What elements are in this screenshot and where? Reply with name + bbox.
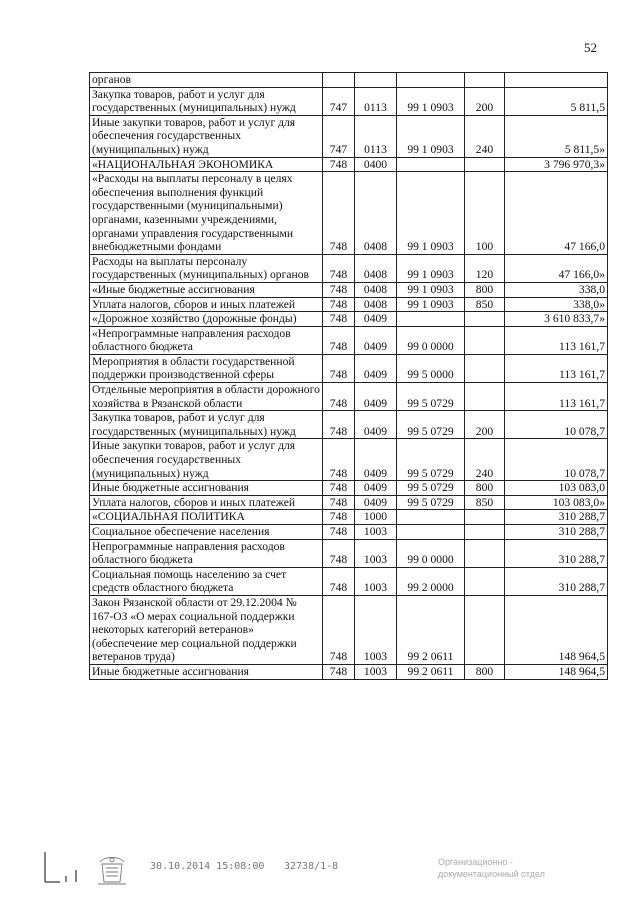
cell-expense-type: [465, 312, 505, 327]
cell-ministry-code: 748: [323, 567, 355, 595]
cell-ministry-code: 748: [323, 664, 355, 679]
cell-section-code: [355, 73, 397, 88]
footer-org-line1: Организационно -: [438, 857, 513, 867]
cell-ministry-code: 748: [323, 539, 355, 567]
cell-expense-type: [465, 539, 505, 567]
cell-ministry-code: 748: [323, 595, 355, 664]
cell-section-code: 0409: [355, 495, 397, 510]
cell-target-article: [397, 157, 465, 172]
cell-section-code: 0409: [355, 383, 397, 411]
cell-amount: 113 161,7: [505, 326, 608, 354]
cell-section-code: 0409: [355, 312, 397, 327]
cell-target-article: 99 2 0000: [397, 567, 465, 595]
cell-name: Социальная помощь населению за счет средств областного бюджета: [90, 567, 323, 595]
cell-amount: 103 083,0: [505, 481, 608, 496]
cell-target-article: 99 0 0000: [397, 539, 465, 567]
cell-target-article: 99 2 0611: [397, 664, 465, 679]
cell-target-article: 99 1 0903: [397, 297, 465, 312]
cell-name: Иные бюджетные ассигнования: [90, 664, 323, 679]
cell-section-code: 0409: [355, 411, 397, 439]
table-row: [90, 567, 608, 595]
cell-expense-type: [465, 510, 505, 525]
cell-name: Уплата налогов, сборов и иных платежей: [90, 495, 323, 510]
cell-ministry-code: 747: [323, 115, 355, 157]
table-row: [90, 157, 608, 172]
cell-amount: 148 964,5: [505, 595, 608, 664]
cell-ministry-code: 748: [323, 481, 355, 496]
cell-target-article: 99 1 0903: [397, 282, 465, 297]
cell-name: Социальное обеспечение населения: [90, 525, 323, 540]
cell-ministry-code: 748: [323, 525, 355, 540]
cell-target-article: 99 5 0729: [397, 481, 465, 496]
cell-expense-type: [465, 73, 505, 88]
cell-ministry-code: 748: [323, 157, 355, 172]
table-row: [90, 297, 608, 312]
cell-target-article: [397, 510, 465, 525]
table-row: [90, 172, 608, 255]
cell-amount: 338,0»: [505, 297, 608, 312]
table-row: [90, 254, 608, 282]
cell-target-article: [397, 525, 465, 540]
cell-expense-type: 850: [465, 495, 505, 510]
cell-amount: 3 610 833,7»: [505, 312, 608, 327]
table-row: [90, 411, 608, 439]
cell-ministry-code: 748: [323, 172, 355, 255]
cell-ministry-code: 748: [323, 312, 355, 327]
coat-of-arms-icon: [92, 854, 132, 888]
cell-section-code: 0408: [355, 297, 397, 312]
cell-expense-type: 800: [465, 282, 505, 297]
cell-target-article: 99 1 0903: [397, 115, 465, 157]
cell-ministry-code: 748: [323, 411, 355, 439]
table-row: [90, 383, 608, 411]
cell-target-article: 99 5 0729: [397, 383, 465, 411]
footer-org-stamp: [438, 856, 545, 880]
cell-expense-type: 200: [465, 87, 505, 115]
cell-name: Уплата налогов, сборов и иных платежей: [90, 297, 323, 312]
cell-target-article: 99 1 0903: [397, 87, 465, 115]
table-row: [90, 354, 608, 382]
table-row: [90, 326, 608, 354]
corner-mark-icon: [42, 852, 82, 886]
cell-target-article: 99 5 0000: [397, 354, 465, 382]
cell-section-code: 0409: [355, 439, 397, 481]
cell-target-article: 99 0 0000: [397, 326, 465, 354]
table-row: [90, 439, 608, 481]
cell-section-code: 0408: [355, 172, 397, 255]
cell-amount: 47 166,0: [505, 172, 608, 255]
cell-name: Закупка товаров, работ и услуг для государственных (муниципальных) нужд: [90, 87, 323, 115]
table-row: [90, 115, 608, 157]
cell-ministry-code: 748: [323, 254, 355, 282]
cell-expense-type: [465, 525, 505, 540]
cell-ministry-code: 748: [323, 383, 355, 411]
cell-ministry-code: 748: [323, 439, 355, 481]
cell-section-code: 1003: [355, 567, 397, 595]
cell-amount: 310 288,7: [505, 510, 608, 525]
cell-section-code: 0408: [355, 282, 397, 297]
cell-expense-type: [465, 354, 505, 382]
cell-expense-type: 240: [465, 439, 505, 481]
cell-name: «Непрограммные направления расходов областного бюджета: [90, 326, 323, 354]
cell-expense-type: 850: [465, 297, 505, 312]
cell-ministry-code: 748: [323, 495, 355, 510]
table-row: [90, 664, 608, 679]
cell-amount: 310 288,7: [505, 525, 608, 540]
table-row: [90, 510, 608, 525]
cell-amount: 10 078,7: [505, 411, 608, 439]
cell-target-article: 99 1 0903: [397, 172, 465, 255]
footer-org-line2: документационный отдел: [438, 869, 545, 879]
cell-ministry-code: 748: [323, 282, 355, 297]
cell-amount: 47 166,0»: [505, 254, 608, 282]
cell-section-code: 1003: [355, 539, 397, 567]
cell-ministry-code: 748: [323, 326, 355, 354]
cell-name: Иные закупки товаров, работ и услуг для обеспечения государственных (муниципальных) нужд: [90, 439, 323, 481]
cell-name: Закон Рязанской области от 29.12.2004 № 167-ОЗ «О мерах социальной поддержки некоторых категорий ветеранов» (обеспечение мер социальной поддержки ветеранов труда): [90, 595, 323, 664]
cell-amount: 5 811,5»: [505, 115, 608, 157]
footer-doc-number: 32738/1-8: [284, 861, 339, 872]
cell-expense-type: [465, 595, 505, 664]
table-row: [90, 595, 608, 664]
cell-name: Закупка товаров, работ и услуг для государственных (муниципальных) нужд: [90, 411, 323, 439]
cell-amount: 103 083,0»: [505, 495, 608, 510]
cell-amount: 10 078,7: [505, 439, 608, 481]
cell-section-code: 1003: [355, 664, 397, 679]
cell-target-article: 99 5 0729: [397, 439, 465, 481]
cell-expense-type: 200: [465, 411, 505, 439]
cell-amount: 338,0: [505, 282, 608, 297]
table-row: [90, 87, 608, 115]
cell-expense-type: [465, 157, 505, 172]
cell-name: Иные бюджетные ассигнования: [90, 481, 323, 496]
cell-expense-type: [465, 383, 505, 411]
cell-ministry-code: 748: [323, 510, 355, 525]
cell-section-code: 0113: [355, 115, 397, 157]
cell-target-article: [397, 73, 465, 88]
cell-name: «Иные бюджетные ассигнования: [90, 282, 323, 297]
cell-amount: [505, 73, 608, 88]
footer-datetime: 30.10.2014 15:08:00: [150, 861, 265, 872]
cell-expense-type: 800: [465, 481, 505, 496]
cell-amount: 148 964,5: [505, 664, 608, 679]
cell-amount: 5 811,5: [505, 87, 608, 115]
cell-ministry-code: [323, 73, 355, 88]
cell-section-code: 0409: [355, 481, 397, 496]
cell-target-article: 99 2 0611: [397, 595, 465, 664]
cell-name: Иные закупки товаров, работ и услуг для обеспечения государственных (муниципальных) нужд: [90, 115, 323, 157]
cell-ministry-code: 748: [323, 354, 355, 382]
table-row: [90, 481, 608, 496]
cell-name: «Расходы на выплаты персоналу в целях обеспечения выполнения функций государственными (муниципальными) органами, казенными учреждениями, органами управления государственными внебюджетными фондами: [90, 172, 323, 255]
cell-amount: 310 288,7: [505, 539, 608, 567]
cell-name: «НАЦИОНАЛЬНАЯ ЭКОНОМИКА: [90, 157, 323, 172]
cell-target-article: 99 5 0729: [397, 411, 465, 439]
cell-expense-type: 240: [465, 115, 505, 157]
table-row: [90, 282, 608, 297]
cell-expense-type: [465, 326, 505, 354]
cell-section-code: 0408: [355, 254, 397, 282]
cell-section-code: 0409: [355, 354, 397, 382]
cell-name: Отдельные мероприятия в области дорожного хозяйства в Рязанской области: [90, 383, 323, 411]
cell-name: органов: [90, 73, 323, 88]
cell-target-article: 99 5 0729: [397, 495, 465, 510]
table-row: [90, 525, 608, 540]
cell-target-article: [397, 312, 465, 327]
cell-amount: 3 796 970,3»: [505, 157, 608, 172]
cell-expense-type: 120: [465, 254, 505, 282]
cell-ministry-code: 747: [323, 87, 355, 115]
cell-section-code: 1003: [355, 595, 397, 664]
page-number: 52: [584, 40, 597, 55]
cell-name: Непрограммные направления расходов областного бюджета: [90, 539, 323, 567]
cell-name: Расходы на выплаты персоналу государственных (муниципальных) органов: [90, 254, 323, 282]
budget-table: [89, 72, 608, 680]
cell-section-code: 1003: [355, 525, 397, 540]
cell-section-code: 0409: [355, 326, 397, 354]
cell-section-code: 0400: [355, 157, 397, 172]
cell-amount: 113 161,7: [505, 383, 608, 411]
budget-table-body: [90, 73, 608, 680]
table-row: [90, 312, 608, 327]
cell-amount: 113 161,7: [505, 354, 608, 382]
table-row: [90, 73, 608, 88]
cell-target-article: 99 1 0903: [397, 254, 465, 282]
cell-section-code: 0113: [355, 87, 397, 115]
cell-expense-type: 100: [465, 172, 505, 255]
cell-expense-type: [465, 567, 505, 595]
cell-section-code: 1000: [355, 510, 397, 525]
table-row: [90, 495, 608, 510]
cell-amount: 310 288,7: [505, 567, 608, 595]
document-footer: [0, 852, 640, 892]
cell-name: «Дорожное хозяйство (дорожные фонды): [90, 312, 323, 327]
cell-ministry-code: 748: [323, 297, 355, 312]
cell-name: «СОЦИАЛЬНАЯ ПОЛИТИКА: [90, 510, 323, 525]
cell-expense-type: 800: [465, 664, 505, 679]
cell-name: Мероприятия в области государственной поддержки производственной сферы: [90, 354, 323, 382]
table-row: [90, 539, 608, 567]
